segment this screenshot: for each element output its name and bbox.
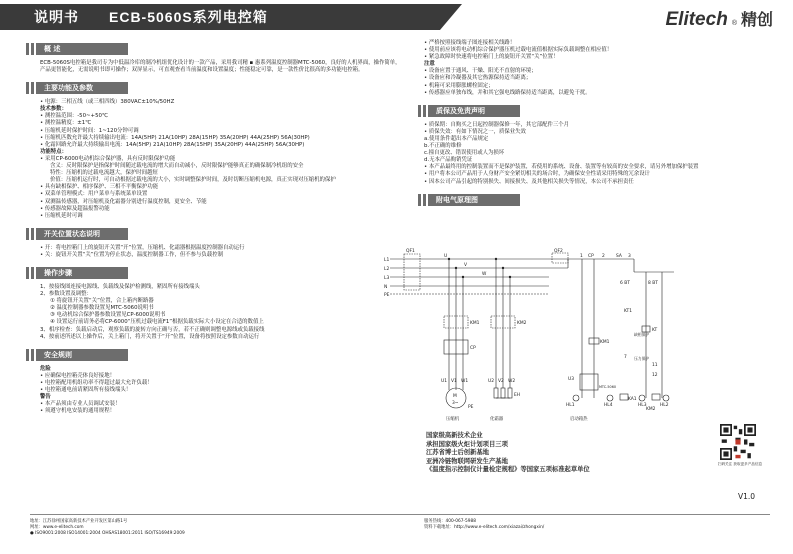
safety-line: • 本产品须由专业人员调试安装！	[40, 401, 121, 408]
warranty-line: • 因本公司产品引起的特别损失、间接损失、及其他相关损失等情况，本公司不承担责任	[424, 178, 634, 185]
node-dot	[502, 267, 504, 269]
km2-coil	[652, 394, 660, 400]
label-pressure-protect: 压力保护	[634, 356, 650, 361]
note-label: 注意	[424, 61, 435, 68]
footer-contact	[30, 519, 185, 538]
label-node-7: 7	[624, 355, 627, 360]
spec-line: • 双测温传感器，对压缩机及化霜器分别进行温度控制，更安全、节能	[40, 198, 207, 205]
spec-line: 功能特点：	[40, 148, 67, 155]
step-line: 1、按接线图连接电源线、负载线及保护检测线，紧固所有接线端头	[40, 283, 200, 290]
spec-sub-line: 价值：压缩机运行时，可自动根据过载电流的大小，实时调整保护时间，及时切断压缩机电源，真正实现对压缩机的保护	[50, 177, 336, 184]
section-steps-heading: 操作步骤	[36, 267, 128, 279]
label-node-11: 11	[652, 363, 658, 368]
label-eh: EH	[514, 393, 521, 398]
label-hl4: HL4	[604, 403, 613, 408]
label-l1: L1	[384, 258, 390, 263]
label-u3: U3	[568, 377, 575, 382]
label-l3: L3	[384, 276, 390, 281]
note-line: • 机箱可采用膨胀螺栓固定；	[424, 82, 494, 89]
qf2-breaker	[552, 253, 568, 263]
label-n: N	[384, 285, 388, 290]
spec-line: 技术参数：	[40, 106, 67, 113]
warranty-line: a.使用条件超出本产品规定	[424, 135, 489, 142]
heater-element	[508, 388, 512, 398]
switch-line: • 关：旋钮开关置“关”位置为停止状态，温度控制器工作，但不参与负载控制	[40, 251, 223, 258]
spec-line: • 压缩机匹数允许最大持续输出电流：14A(5HP) 21A(10HP) 28A(15HP) 35A(20HP) 44A(25HP) 56A(30HP)	[40, 134, 310, 141]
warranty-line: d.无本产品购销凭证	[424, 157, 473, 164]
doc-type: 说明书	[34, 9, 79, 25]
credential-line: 《温度指示控制仪计量检定规程》等国家五项标准起草单位	[426, 466, 590, 474]
step-line: 3、相序检查：负载启动后，观察负载的旋转方向正确与否，若不正确则调整电源线或负载接线	[40, 326, 265, 333]
heater-element	[501, 388, 505, 398]
label-mtc: MTC-5060	[599, 385, 617, 389]
section-switch-heading: 开关位置状态说明	[36, 228, 128, 240]
safety-line: • 须遵守机电安装的通用规程！	[40, 408, 115, 415]
safety-line: • 电控箱通电前请紧固所有接线端头！	[40, 387, 132, 393]
credential-line: 承担国家级火炬计划项目三项	[426, 440, 508, 448]
label-m: M	[453, 394, 457, 399]
footer-address: 地址：江苏徐州国家高新技术产业开发区第山路1号	[30, 519, 128, 524]
label-km1-coil: KM1	[600, 340, 610, 345]
step-line: ③ 电动机综合保护器参数设置见CP-6000说明书	[50, 312, 166, 319]
label-v: V	[464, 263, 468, 268]
footer-website[interactable]: 网址：www.e-elitech.com	[30, 525, 84, 531]
label-w1: W1	[461, 379, 469, 384]
label-v1: V1	[451, 379, 457, 384]
label-compressor: 压缩机	[446, 417, 460, 422]
warranty-line: • 用户将本公司产品用于人身财产安全紧切相关的场合时，为确保安全性请采用特殊的冗余设计	[424, 171, 650, 178]
label-v2: V2	[498, 379, 504, 384]
footer-hotline: 服务热线：400-067-5988	[424, 519, 476, 524]
overview-text: ECB-5060S电控箱是我司专为中低温冷库的制冷机组优化设计的一款产品，采用我司精 ▪ 惠系列温度控制器MTC-5060，良好的人机界面，操作简单，产品更智能化，无需说明书即可操作；双屏显示，可直观查看当前温度和设置温度；性能稳定可靠，是一款性价比很高的多功能电控箱。	[40, 60, 401, 74]
spec-line: • 化霜回路允许最大持续输出电流：14A(5HP) 21A(10HP) 28A(15HP) 35A(20HP) 44A(25HP) 56A(30HP)	[40, 141, 305, 148]
label-phase-protect: 缺相保护	[634, 332, 650, 337]
registered-mark: ®	[731, 20, 737, 27]
label-qf2: QF2	[554, 249, 563, 254]
footer-certifications	[30, 531, 185, 537]
danger-label: 危险	[40, 365, 51, 372]
label-u2: U2	[488, 379, 495, 384]
label-w2: W2	[508, 379, 516, 384]
label-defrost: 化霜器	[490, 417, 504, 422]
warranty-line: • 质保失效：有如下情况之一，质保业失效	[424, 128, 526, 135]
label-km2-coil: KM2	[646, 407, 656, 412]
node-dot	[462, 276, 464, 278]
label-sa: SA	[616, 254, 622, 259]
safety-line: • 电控箱配用机组功率不得超过最大允许负载！	[40, 379, 153, 386]
step-line: ④ 设置运行前请务必将CP-6000“压机过载电流F1”根据负载实际大小设定在合适的数值上	[50, 319, 264, 326]
note-line: • 设备应和冷凝器及其它热源保持适当距离；	[424, 75, 532, 82]
section-specs-heading: 主要功能及参数	[36, 82, 128, 94]
label-kt1: KT1	[624, 309, 633, 314]
safety-list	[40, 366, 402, 416]
label-node-3: 3	[628, 254, 631, 259]
footer-service	[424, 519, 544, 531]
label-kt: KT	[652, 328, 658, 333]
spec-line: • 双菜单管理模式：用户菜单与系统菜单设置	[40, 191, 148, 198]
electrical-schematic	[384, 248, 674, 424]
label-u: U	[444, 254, 448, 259]
spec-line: • 测控温精度：±1℃	[40, 120, 92, 127]
heater-element	[494, 388, 498, 398]
section-safety-heading: 安全规则	[36, 349, 128, 361]
warranty-line: c.撞自更改、错误使用或人为损坏	[424, 150, 505, 157]
step-line: 2、参数设置及调整：	[40, 291, 92, 298]
switch-line: • 开：将电控箱门上的旋钮开关置“开”位置，压缩机、化霜器根据温度控制器自动运行	[40, 244, 245, 251]
node-dot	[455, 267, 457, 269]
label-cp-box: CP	[470, 346, 476, 351]
label-ka1: KA1	[628, 397, 637, 402]
install-line: • 严格按照接线端子图连接相关线路！	[424, 40, 516, 46]
spec-line: • 压缩机延时保护时间：1~120分钟可调	[40, 127, 139, 134]
spec-line: • 测控温范围：-50~+50℃	[40, 113, 108, 120]
corporate-credentials	[426, 432, 590, 475]
label-cp: CP	[588, 254, 594, 259]
spec-line: • 压缩机延时可调	[40, 212, 83, 219]
label-hl1: HL1	[566, 403, 575, 408]
ka1-coil	[620, 394, 628, 400]
left-column	[32, 40, 402, 415]
qr-code	[720, 424, 756, 460]
label-qf1: QF1	[406, 249, 415, 254]
safety-line: • 应确保电控箱壳体良好接地！	[40, 372, 115, 379]
label-bt8: 8 BT	[648, 281, 658, 286]
label-u1: U1	[441, 379, 448, 384]
spec-line: • 采用CP-6000电动机综合保护器，具有反时限保护功能	[40, 155, 176, 162]
warranty-line: b.不正确的维修	[424, 143, 462, 150]
warranty-line: • 质保期：自购买之日起控制器保修一年，其它部配件三个月	[424, 121, 570, 128]
lamp-hl1	[573, 395, 579, 401]
credential-line: 江苏省博士后创新基地	[426, 449, 489, 457]
brand-cn: 精创	[740, 12, 773, 29]
label-node-12: 12	[652, 373, 658, 378]
note-line: • 传感器应单独布线，并和其它强电线路保持适当距离，以避免干扰。	[424, 89, 591, 96]
label-hl3: HL3	[638, 403, 647, 408]
warranty-line: • 本产品最终用的控制装置而不是保护装置，若使用的系统、设备、装置等有较高的安全要求，请另外增加保护装置	[424, 164, 699, 171]
label-km2: KM2	[517, 321, 527, 326]
footer-download[interactable]: 资料下载地址：http://www.e-elitech.com/xiazai/zhongxin/	[424, 525, 545, 531]
section-diagram-heading: 附电气原理图	[428, 194, 520, 206]
step-line: 4、按前述所述以上操作后，关上箱门，将开关置于“开”位置，设备将按照设定参数自动运行	[40, 333, 260, 340]
steps-list	[40, 284, 402, 341]
label-l2: L2	[384, 267, 390, 272]
brand-logo	[666, 7, 774, 31]
spec-sub-line: 特性：压缩机的过载电流越大，保护时间越短	[50, 170, 158, 177]
version: V1.0	[738, 492, 756, 501]
node-dot	[495, 258, 497, 260]
warranty-list	[424, 122, 774, 186]
label-node-2: 2	[602, 254, 605, 259]
install-line: • 紧急故障时快速将电控箱门上的旋钮开关置“关”位置！	[424, 54, 559, 61]
label-control: 启动箱热	[570, 417, 588, 422]
right-column	[424, 40, 774, 211]
mtc-controller	[580, 374, 598, 390]
spec-line: • 具有缺相保护、相序保护、三相不平衡保护功能	[40, 184, 159, 191]
certification-icon: ●	[30, 531, 34, 537]
install-line: • 使用前应该将电动机综合保护器压机过载电流值根据实际负载调整在相应值！	[424, 47, 613, 54]
doc-title: ECB-5060S系列电控箱	[109, 9, 268, 25]
node-dot	[448, 258, 450, 260]
spec-line: • 电源：三相五线（或三相四线）380VAC±10%/50HZ	[40, 99, 175, 106]
step-line: ② 温度控制器参数设置见MTC-5060说明书	[50, 305, 154, 312]
step-line: ① 将旋钮开关置“关”位置，合上箱内断路器	[50, 298, 154, 305]
lamp-hl4	[607, 395, 613, 401]
brand-latin: Elitech	[665, 9, 728, 30]
label-node-1: 1	[580, 254, 583, 259]
warning-label: 警告	[40, 394, 51, 401]
section-warranty-heading: 质保及免责声明	[428, 105, 520, 117]
qf1-breaker	[404, 254, 420, 290]
header-slant	[440, 4, 462, 30]
label-w: W	[482, 272, 487, 277]
lamp-hl2	[663, 395, 669, 401]
header-bar	[0, 4, 440, 30]
page-footer	[30, 514, 770, 537]
spec-line: • 传感器故障及超温报警功能	[40, 205, 110, 212]
note-line: • 设备应置于通风、干燥、阳光不直射的环境；	[424, 68, 537, 75]
credential-line: 国家级高新技术企业	[426, 432, 483, 439]
credential-line: 亚洲冷链物联网研发生产基地	[426, 457, 508, 465]
label-km1: KM1	[470, 321, 480, 326]
label-3phase: 3~	[452, 401, 459, 406]
certification-text: ISO9001:2008 ISO14001:2004 OHSAS18001:2011 ISO/TS16949:2009	[35, 531, 185, 537]
label-bt6: 6 BT	[620, 281, 630, 286]
label-pe-motor: PE	[468, 405, 474, 410]
switch-list	[40, 245, 402, 259]
lamp-hl3	[639, 395, 645, 401]
qr-caption: 扫码关注 获取更多产品信息	[717, 462, 763, 466]
specs-list	[40, 99, 402, 220]
section-overview-heading: 概 述	[36, 43, 128, 55]
page-header	[0, 0, 793, 34]
spec-sub-line: 含义：反时限保护是指保护时间随过载电流的增大而自动减小，反时限保护能够真正的确保制冷机组的安全	[50, 163, 304, 170]
node-dot	[509, 276, 511, 278]
label-pe: PE	[384, 293, 390, 298]
install-list	[424, 40, 774, 97]
label-hl2: HL2	[660, 403, 669, 408]
